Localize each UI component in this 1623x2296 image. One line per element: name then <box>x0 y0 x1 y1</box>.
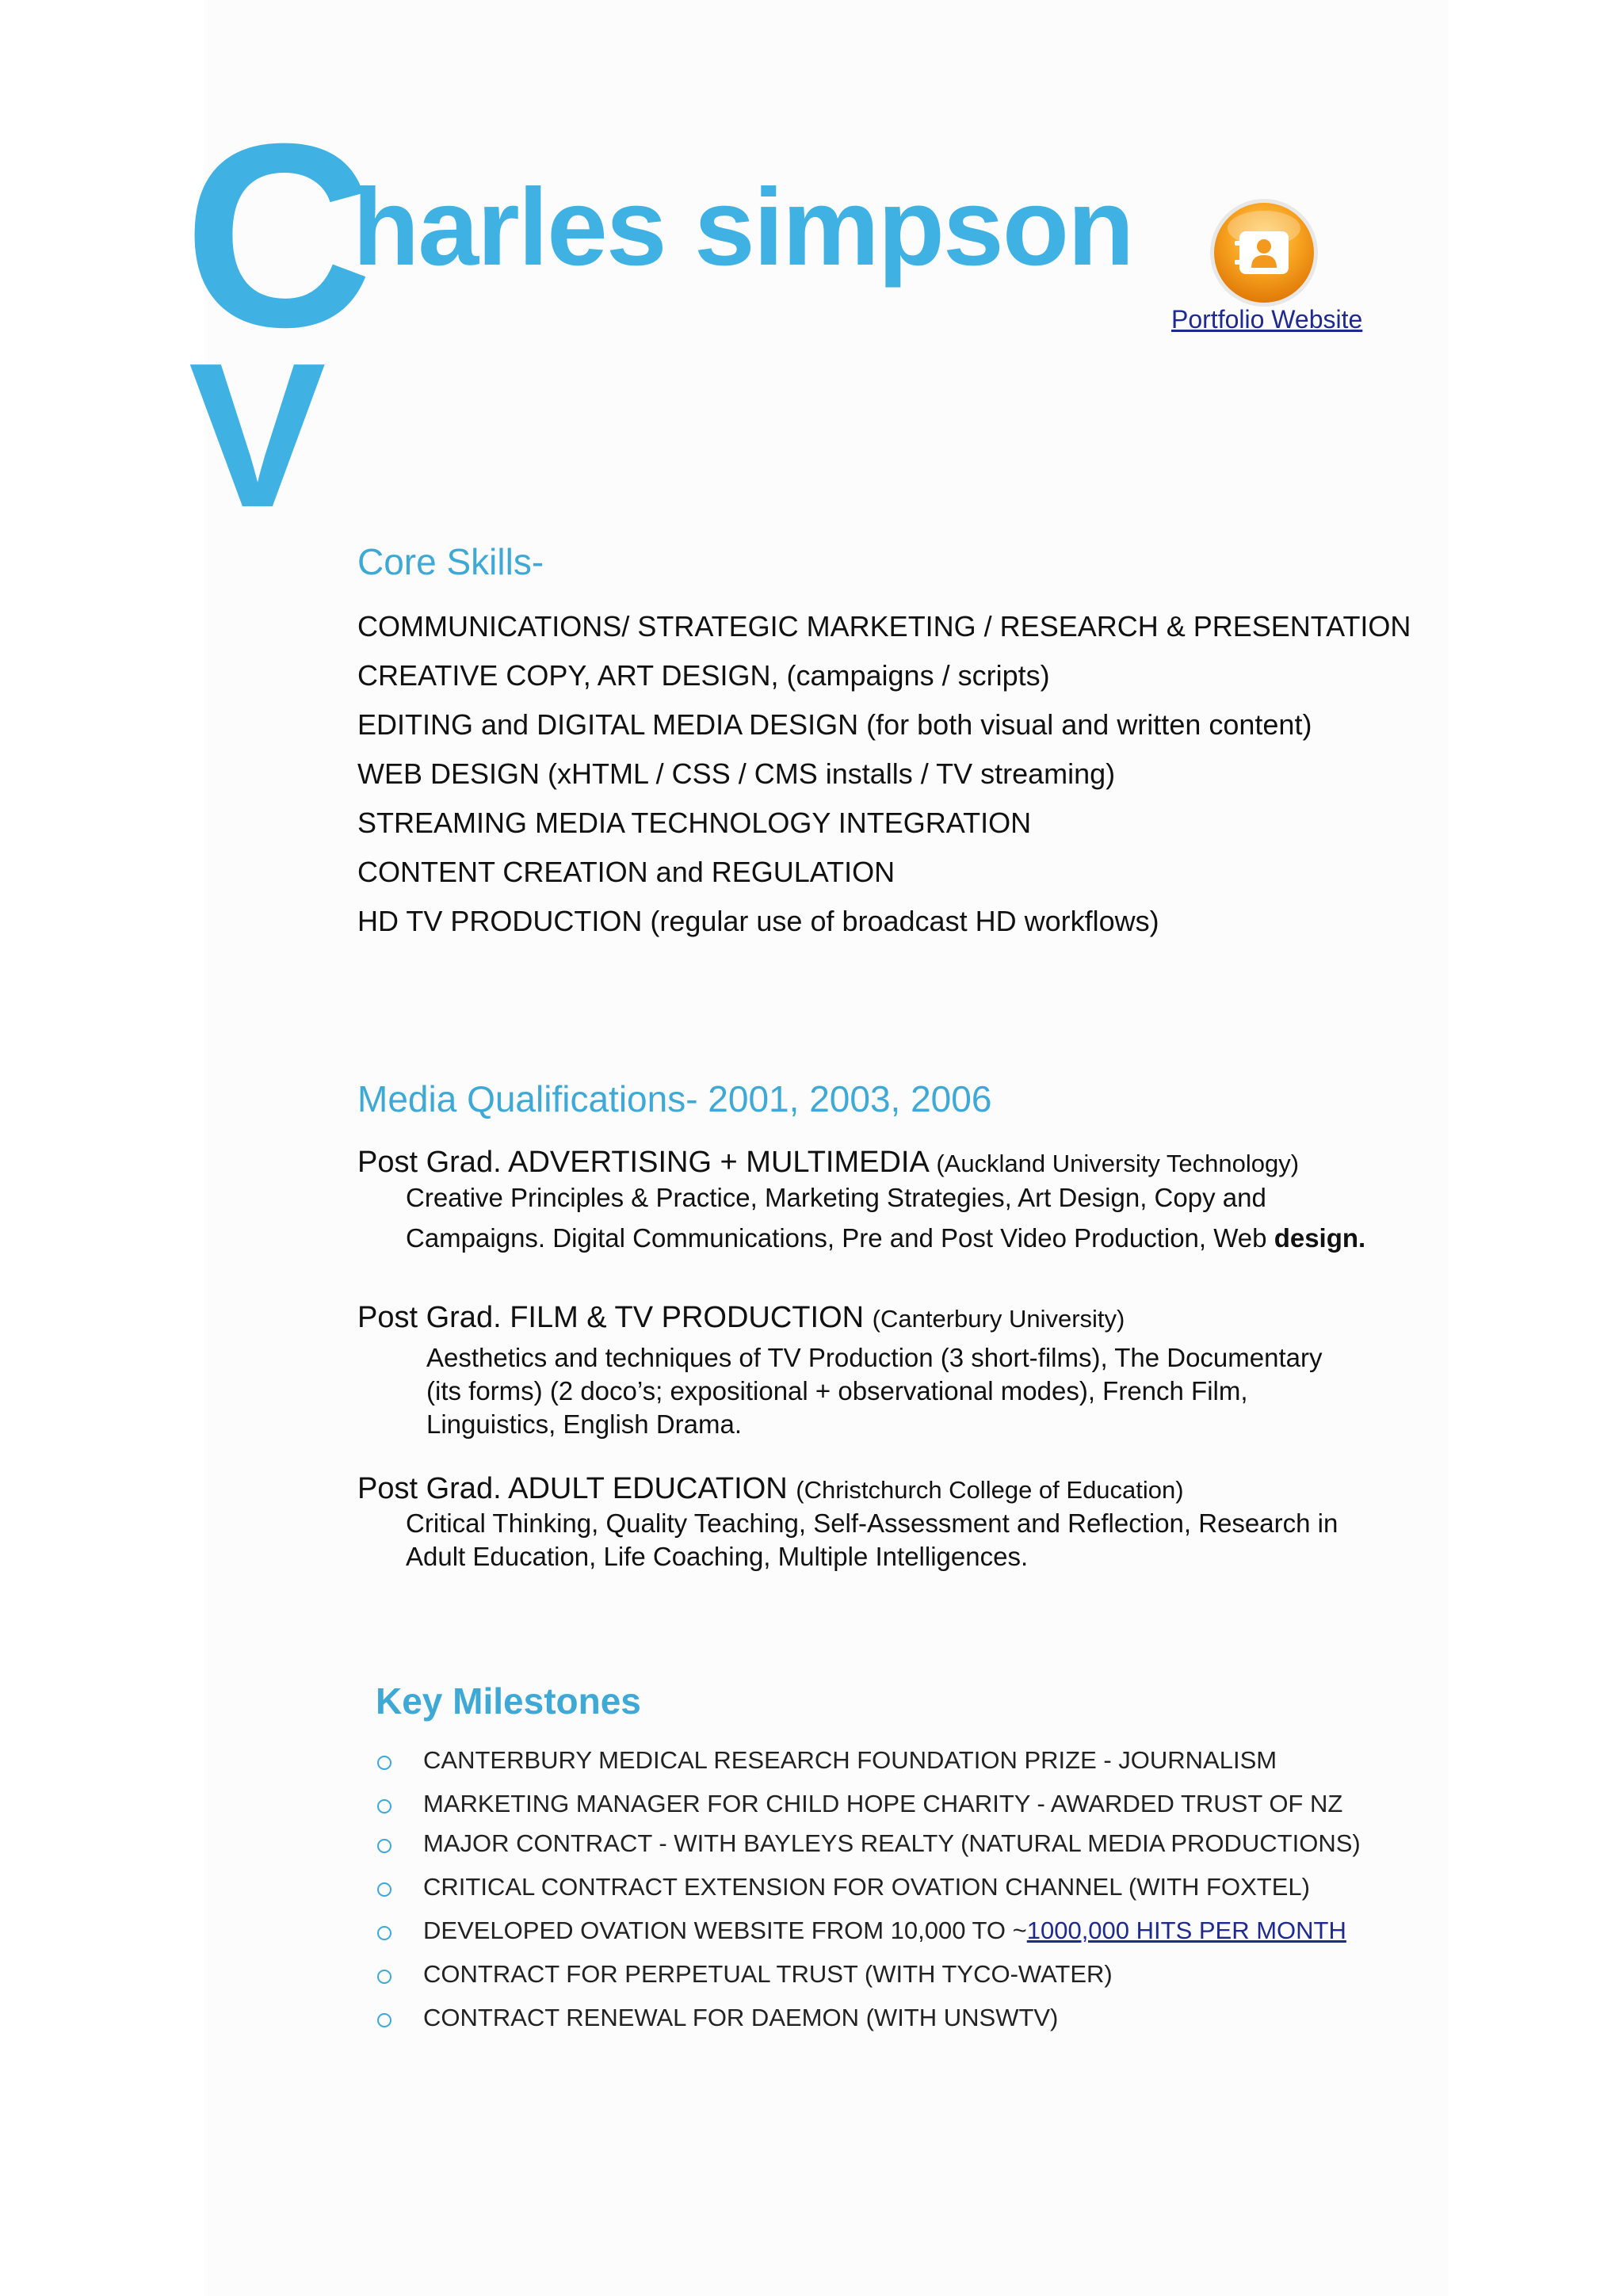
qualification-institution: (Canterbury University) <box>872 1305 1125 1333</box>
description-line: Linguistics, English Drama. <box>426 1409 742 1439</box>
description-bold-text: design. <box>1274 1223 1366 1253</box>
qualification-title: Post Grad. ADVERTISING + MULTIMEDIA <box>357 1146 928 1179</box>
description-line: Critical Thinking, Quality Teaching, Self-Assessment and Reflection, Research in <box>406 1508 1338 1538</box>
qualification-description <box>406 1507 1338 1573</box>
qualification-title: Post Grad. ADULT EDUCATION <box>357 1472 788 1505</box>
description-line: Creative Principles & Practice, Marketing Strategies, Art Design, Copy and <box>406 1183 1266 1212</box>
description-line: Aesthetics and techniques of TV Production (3 short-films), The Documentary <box>426 1343 1323 1372</box>
core-skills-list <box>357 602 1411 946</box>
milestone-text: CANTERBURY MEDICAL RESEARCH FOUNDATION PRIZE - JOURNALISM <box>423 1746 1277 1774</box>
milestone-prefix: DEVELOPED OVATION WEBSITE FROM 10,000 TO ~ <box>423 1917 1027 1944</box>
list-item: STREAMING MEDIA TECHNOLOGY INTEGRATION <box>357 807 1032 839</box>
cv-initial-v: V <box>189 321 327 551</box>
description-text: Campaigns. Digital Communications, Pre and Post Video Production, Web <box>406 1223 1267 1253</box>
qualification-heading <box>357 1472 1184 1506</box>
qualification-institution: (Christchurch College of Education) <box>796 1476 1184 1504</box>
hollow-circle-bullet-icon <box>377 1970 391 1984</box>
milestone-text: MARKETING MANAGER FOR CHILD HOPE CHARITY - AWARDED TRUST OF NZ <box>423 1790 1343 1817</box>
milestone-text: MAJOR CONTRACT - WITH BAYLEYS REALTY (NATURAL MEDIA PRODUCTIONS) <box>423 1829 1361 1857</box>
qualification-heading <box>357 1301 1125 1335</box>
list-item: CONTENT CREATION and REGULATION <box>357 856 896 888</box>
list-item: EDITING and DIGITAL MEDIA DESIGN (for both visual and written content) <box>357 708 1312 741</box>
media-qualifications-heading: Media Qualifications- 2001, 2003, 2006 <box>357 1078 992 1119</box>
milestone-text: CONTRACT RENEWAL FOR DAEMON (WITH UNSWTV) <box>423 2004 1059 2031</box>
candidate-name: harles simpson <box>353 166 1133 288</box>
list-item: CREATIVE COPY, ART DESIGN, (campaigns / scripts) <box>357 659 1050 692</box>
list-item: HD TV PRODUCTION (regular use of broadcast HD workflows) <box>357 905 1159 937</box>
qualification-description <box>406 1181 1365 1255</box>
core-skills-heading: Core Skills- <box>357 541 544 582</box>
hollow-circle-bullet-icon <box>377 1799 391 1814</box>
description-line: Adult Education, Life Coaching, Multiple Intelligences. <box>406 1542 1029 1571</box>
milestone-text: CRITICAL CONTRACT EXTENSION FOR OVATION CHANNEL (WITH FOXTEL) <box>423 1873 1310 1901</box>
list-item: WEB DESIGN (xHTML / CSS / CMS installs / TV streaming) <box>357 757 1116 790</box>
milestone-text: CONTRACT FOR PERPETUAL TRUST (WITH TYCO-WATER) <box>423 1960 1113 1988</box>
cv-initial-c: C <box>184 89 365 381</box>
hits-per-month-link[interactable]: 1000,000 HITS PER MONTH <box>1026 1917 1346 1944</box>
description-line: (its forms) (2 doco’s; expositional + observational modes), French Film, <box>426 1376 1248 1405</box>
qualification-description <box>426 1341 1322 1441</box>
hollow-circle-bullet-icon <box>377 1839 391 1853</box>
qualification-heading <box>357 1146 1299 1180</box>
qualification-title: Post Grad. FILM & TV PRODUCTION <box>357 1301 865 1334</box>
hollow-circle-bullet-icon <box>377 1882 391 1897</box>
qualification-institution: (Auckland University Technology) <box>936 1150 1300 1177</box>
portfolio-website-link[interactable]: Portfolio Website <box>1171 305 1363 334</box>
hollow-circle-bullet-icon <box>377 1926 391 1940</box>
contact-card-icon[interactable] <box>1208 196 1320 309</box>
hollow-circle-bullet-icon <box>377 1756 391 1770</box>
description-line <box>406 1222 1365 1255</box>
key-milestones-heading: Key Milestones <box>376 1680 641 1722</box>
milestone-text <box>423 1917 1346 1945</box>
hollow-circle-bullet-icon <box>377 2013 391 2027</box>
list-item: COMMUNICATIONS/ STRATEGIC MARKETING / RESEARCH & PRESENTATION <box>357 610 1411 643</box>
